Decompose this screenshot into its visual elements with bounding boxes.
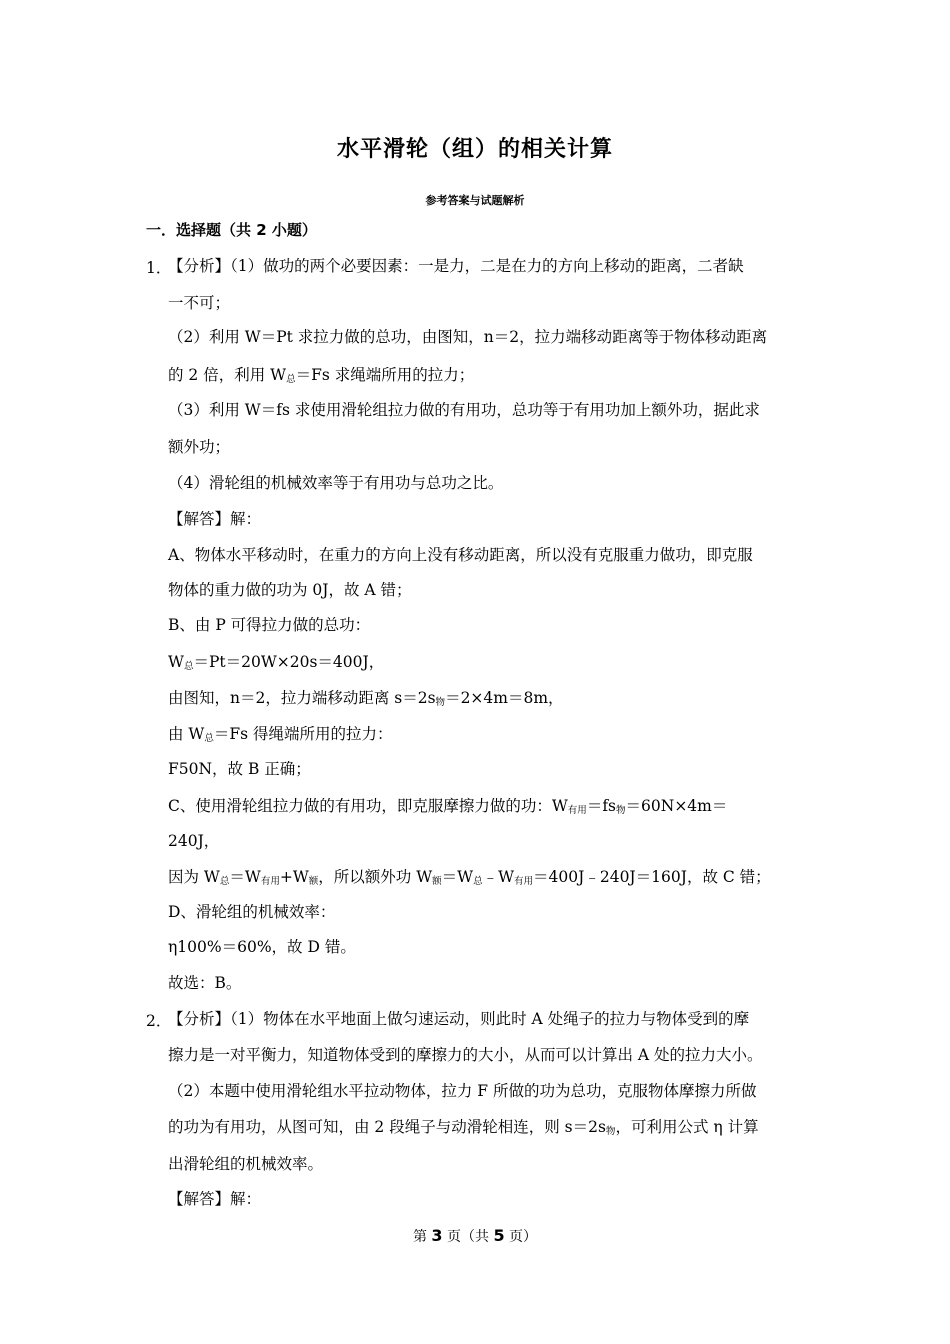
q1-answer-line: 240J， xyxy=(168,832,220,850)
page-number: 3 xyxy=(431,1226,443,1245)
q2-analysis-line: 擦力是一对平衡力，知道物体受到的摩擦力的大小，从而可以计算出 A 处的拉力大小。 xyxy=(168,1046,763,1064)
q1-answer-label: 【解答】解： xyxy=(168,510,262,528)
q1-analysis-line: 的 2 倍，利用 $W_总=Fs$ 求绳端所用的拉力； xyxy=(168,366,475,385)
q1-analysis-line: （2）利用 W＝Pt 求拉力做的总功，由图知，n＝2，拉力端移动距离等于物体移动距离 xyxy=(168,328,768,346)
question-1-number: 1． xyxy=(146,259,172,277)
q1-choice: 故选：B。 xyxy=(168,974,242,992)
q1-analysis-line: （3）利用 W＝fs 求使用滑轮组拉力做的有用功，总功等于有用功加上额外功，据此求 xyxy=(168,401,760,419)
q1-answer-line: 因为 $W_总=W_{有用}+W_额$，所以额外功 $W_额=W_总﹣W_{有用}=400J﹣240J=160J$，故 C 错； xyxy=(168,868,771,887)
q2-analysis-line: 出滑轮组的机械效率。 xyxy=(168,1155,324,1173)
q1-answer-line: 由 $W_总=Fs$ 得绳端所用的拉力： xyxy=(168,725,393,744)
q2-analysis-line: （2）本题中使用滑轮组水平拉动物体，拉力 F 所做的功为总功，克服物体摩擦力所做 xyxy=(168,1082,757,1100)
page-footer: 第 3 页（共 5 页） xyxy=(412,1226,538,1245)
page-total: 5 xyxy=(493,1226,505,1245)
q1-answer-line: 物体的重力做的功为 0J，故 A 错； xyxy=(168,581,412,599)
q1-answer-line: η100%＝60%，故 D 错。 xyxy=(168,938,356,956)
q2-analysis-line: 的功为有用功，从图可知，由 2 段绳子与动滑轮相连，则 $s=2s_物$，可利用公式 η 计算 xyxy=(168,1118,759,1137)
q1-analysis-line: （4）滑轮组的机械效率等于有用功与总功之比。 xyxy=(168,474,504,492)
q1-answer-line: F50N，故 B 正确； xyxy=(168,760,311,778)
q1-analysis-line: 【分析】（1）做功的两个必要因素：一是力，二是在力的方向上移动的距离，二者缺 xyxy=(168,257,744,275)
q2-analysis-line: 【分析】（1）物体在水平地面上做匀速运动，则此时 A 处绳子的拉力与物体受到的摩 xyxy=(168,1010,750,1028)
q1-analysis-line: 额外功； xyxy=(168,438,231,456)
q1-answer-line: C、使用滑轮组拉力做的有用功，即克服摩擦力做的功：$W_{有用}=fs_物=60N\times 4m=$ xyxy=(168,797,728,816)
section-heading: 一．选择题（共 2 小题） xyxy=(146,221,317,239)
q1-answer-line: D、滑轮组的机械效率： xyxy=(168,903,336,921)
q1-answer-line: B、由 P 可得拉力做的总功： xyxy=(168,616,371,634)
q2-answer-label: 【解答】解： xyxy=(168,1190,262,1208)
page-title: 水平滑轮（组）的相关计算 xyxy=(336,137,613,162)
question-2-number: 2． xyxy=(146,1012,172,1030)
page-subtitle: 参考答案与试题解析 xyxy=(425,194,525,207)
q1-answer-line: 由图知，n＝2，拉力端移动距离 $s=2s_物=2\times 4m=8m$， xyxy=(168,689,564,708)
q1-analysis-line: 一不可； xyxy=(168,294,231,312)
q1-answer-line: $W_总=Pt=20W\times 20s=400J$， xyxy=(168,653,385,672)
q1-answer-line: A、物体水平移动时，在重力的方向上没有移动距离，所以没有克服重力做功，即克服 xyxy=(168,546,753,564)
